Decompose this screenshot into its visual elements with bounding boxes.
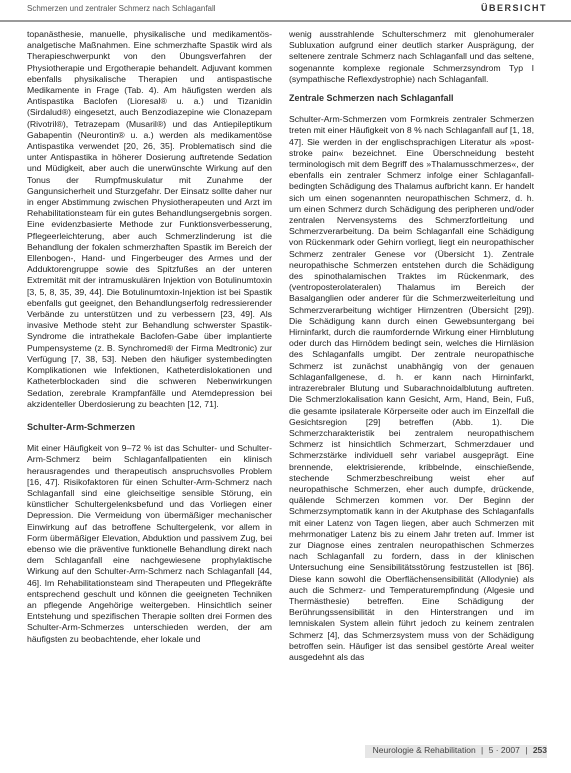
page-footer [365,745,547,758]
right-paragraph-2: Schulter-Arm-Schmerzen vom Formkreis zentraler Schmerzen treten mit einer Häufigkeit von 8 % nach Schlaganfall auf [1, 18, 47]. Sie werden in der englischsprachigen Literatur als »post-stroke pain« bezeichnet. Eine Überschneidung besteht terminologisch mit dem Begriff des »Thalamusschmerzes«, der ebenfalls ein zentraler Schmerz infolge einer Schlaganfall-bedingten Schädigung des Thalamus aufbricht kann. Er handelt sich um einen sogenannten neuropathischen Schmerz, d. h. um einen Schmerz durch Schädigung des peripheren und/oder zentralen Nervensystems des Schmerzfortleitung und Schmerzverarbeitung. Da beim Schlaganfall eine Schädigung von Rückenmark oder Gehirn vorliegt, liegt ein neuropathischer Schmerz zentraler Genese vor (Übersicht 1). Zentrale neuropathische Schmerzen entstehen durch die Schädigung des spinothalamischen Traktes im Rückenmark, des (ventroposterolateralen) Thalamus im Bereich der Basalganglien oder anderer für die Schmerzweiterleitung und Schmerzverarbeitung wichtiger Hirnzentren (Übersicht [29]). Die Schädigung kann durch einen Gewebsuntergang bei Hirninfarkt, durch die raumfordernde Wirkung einer Hirnblutung oder durch das Hirnödem bedingt sein, welches die Hirnläsion des Schlaganfalls umgibt. Der zentrale neuropathische Schmerz ist zunächst unabhängig von der genauen Schlaganfallgenese, d. h. er kann nach Hirninfarkt, intrazerebraler Blutung und Subarachnoidalblutung auftreten. Die Schmerzlokalisation kann Gesicht, Arm, Hand, Bein, Fuß, die gesamte ipsilaterale Körperseite oder auch im Einzelfall die Gesichtsregion [29] betreffen (Abb. 1). Die Schmerzcharakteristik bei zentralem neuropathischem Schmerz ist hinsichtlich Schmerzart, Schmerzdauer und Schmerzstärke individuell sehr variabel ausgeprägt. Eine brennende, elektrisierende, kribbelnde, einschießende, stechende Schmerzbeschreibung weist eher auf neuropathische Schmerzen, eher auch dumpfe, drückende, quälende Schmerzen kommen vor. Der Beginn der Schmerzsymptomatik kann in der Akutphase des Schlaganfalls mit einer Latenz von Tagen liegen, aber auch Schmerzen mit mehrmonatiger Latenz bis zu einem Jahr treten auf. Immer ist zur Diagnose eines zentralen neuropathischen Schmerzes nach Schlaganfall zu fordern, dass in der klinischen Untersuchung eine Sensibilitätsstörung festzustellen ist [86]. Diese kann sowohl die Oberflächensensibilität (Allodynie) als auch die Schmerz- und Temperaturempfindung (Algesie und Thermästhesie) betreffen. Eine Schädigung der Berührungssensibilität in den Hinterstrangen und im lemniskalen System allein führt jedoch zu keinem zentralen Schmerz [4], das Schmerzsystem muss von der Schädigung betroffen sein. Häufiger ist das sensibel gestörte Areal weiter ausgedehnt als das [289,114,534,662]
section-heading-shoulder-arm-pain: Schulter-Arm-Schmerzen [27,421,136,432]
left-column [27,29,272,653]
section-heading-central-pain: Zentrale Schmerzen nach Schlaganfall [289,93,454,104]
journal-issue: 5 · 2007 [488,745,520,755]
running-title: Schmerzen und zentraler Schmerz nach Schlaganfall [27,4,216,13]
right-column [289,29,534,671]
journal-name: Neurologie & Rehabilitation [372,745,476,755]
page-header [0,0,571,22]
footer-separator: | [481,745,484,755]
left-paragraph-1: topanästhesie, manuelle, physikalische und medikamentös-analgetische Maßnahmen. Eine schmerzhafte Spastik wird als Therapieschwerpunkt von den Übungsverfahren der Physiotherapie und Ergotherapie behandelt. Adjuvant kommen ebenfalls physikalische Therapien und antispastische Medikamente in Frage (Tab. 4). Am häufigsten werden als Antispastika Baclofen (Lioresal® u. a.) und Tizanidin (Sirdalud®) eingesetzt, auch Benzodiazepine wie Clonazepam (Rivotril®), Tetrazepam (Musaril®) und das Antiepileptikum Gabapentin (Neurontin® u. a.) werden als medikamentöse Antispastika verwendet [20, 26, 35]. Problematisch sind die unter Antispastika in höherer Dosierung auftretende Sedation und Müdigkeit, aber auch die unerwünschte Wirkung auf den Tonus der Rumpfmuskulatur mit Zunahme der Gangunsicherheit und Sturzgefahr. Der Einsatz sollte daher nur in enger Abstimmung zwischen Physiotherapeuten und Arzt im Rehabilitationsteam für ein gutes Behandlungsergebnis sorgen. Eine evidenzbasierte Methode zur Funktionsverbesserung, Pflegeerleichterung, aber auch Schmerzlinderung ist die Behandlung der fokalen schmerzhaften Spastik im Bereich der Ellenbogen-, Hand- und Fingerbeuger des Armes und der Adduktorengruppe sowie des Spitzfußes an der unteren Extremität mit der intramuskulären Injektion von Botulinumtoxin [3, 5, 8, 35, 39, 44]. Die Botulinumtoxin-Injektion ist bei Spastik ebenfalls gut geeignet, den Behandlungserfolg redressierender Verbände zu unterstützen und zu verbessern [23, 49]. Als invasive Methode steht zur Behandlung schwerster Spastik-Syndrome die intrathekale Baclofen-Gabe über implantierte Pumpensysteme (z. B. Synchromed® der Firma Medtronic) zur Verfügung [7, 38, 53]. Neben den häufiger systembedingten Komplikationen wie Infektionen, Katheterdislokationen und Katheterblockaden sind die schweren Nebenwirkungen Sedation, zerebrale Krampfanfälle und Atemdepression bei akzidenteller Überdosierung zu beachten [12, 71]. [27,29,272,409]
section-label: ÜBERSICHT [480,3,547,13]
right-paragraph-1: wenig ausstrahlende Schulterschmerz mit glenohumeraler Subluxation aufgrund einer deutlich starker Ausprägung, der seltenere zentrale Schmerz nach Schlaganfall und das seltene, sogenannte komplexe regionale Schmerzsyndrom Typ I (sympathische Reflexdystrophie) nach Schlaganfall. [289,29,534,84]
footer-separator: | [525,745,528,755]
left-paragraph-2: Mit einer Häufigkeit von 9–72 % ist das Schulter- und Schulter-Arm-Schmerz beim Schlaganfallpatienten ein klinisch herausragendes und therapeutisch anspruchsvolles Problem [16, 47]. Risikofaktoren für einen Schulter-Arm-Schmerz nach Schlaganfall sind eine gleichseitige sensible Störung, ein künstlicher Schultergelenksbefund und das Vorliegen einer Depression. Die Vermeidung von übermäßiger mechanischer Einwirkung auf das betroffene Schultergelenk, vor allem in Form übermäßiger Elevation, Abduktion und passivem Zug, bei ebenso wie die präventive funktionelle Behandlung direkt nach dem Schlaganfall eine nachgewiesene prophylaktische Wirkung auf den Schulter-Arm-Schmerz nach Schlaganfall [44, 46]. Im Rehabilitationsteam sind Therapeuten und Pflegekräfte entsprechend geschult und können die geeigneten Techniken an pflegende Angehörige weitergeben. Hinsichtlich seiner Entstehung und spezifischen Therapie sollten drei Formen des Schulter-Arm-Schmerzes unterschieden werden, der am häufigsten zu beobachtende, eher lokale und [27,443,272,644]
page-number: 253 [532,745,547,755]
